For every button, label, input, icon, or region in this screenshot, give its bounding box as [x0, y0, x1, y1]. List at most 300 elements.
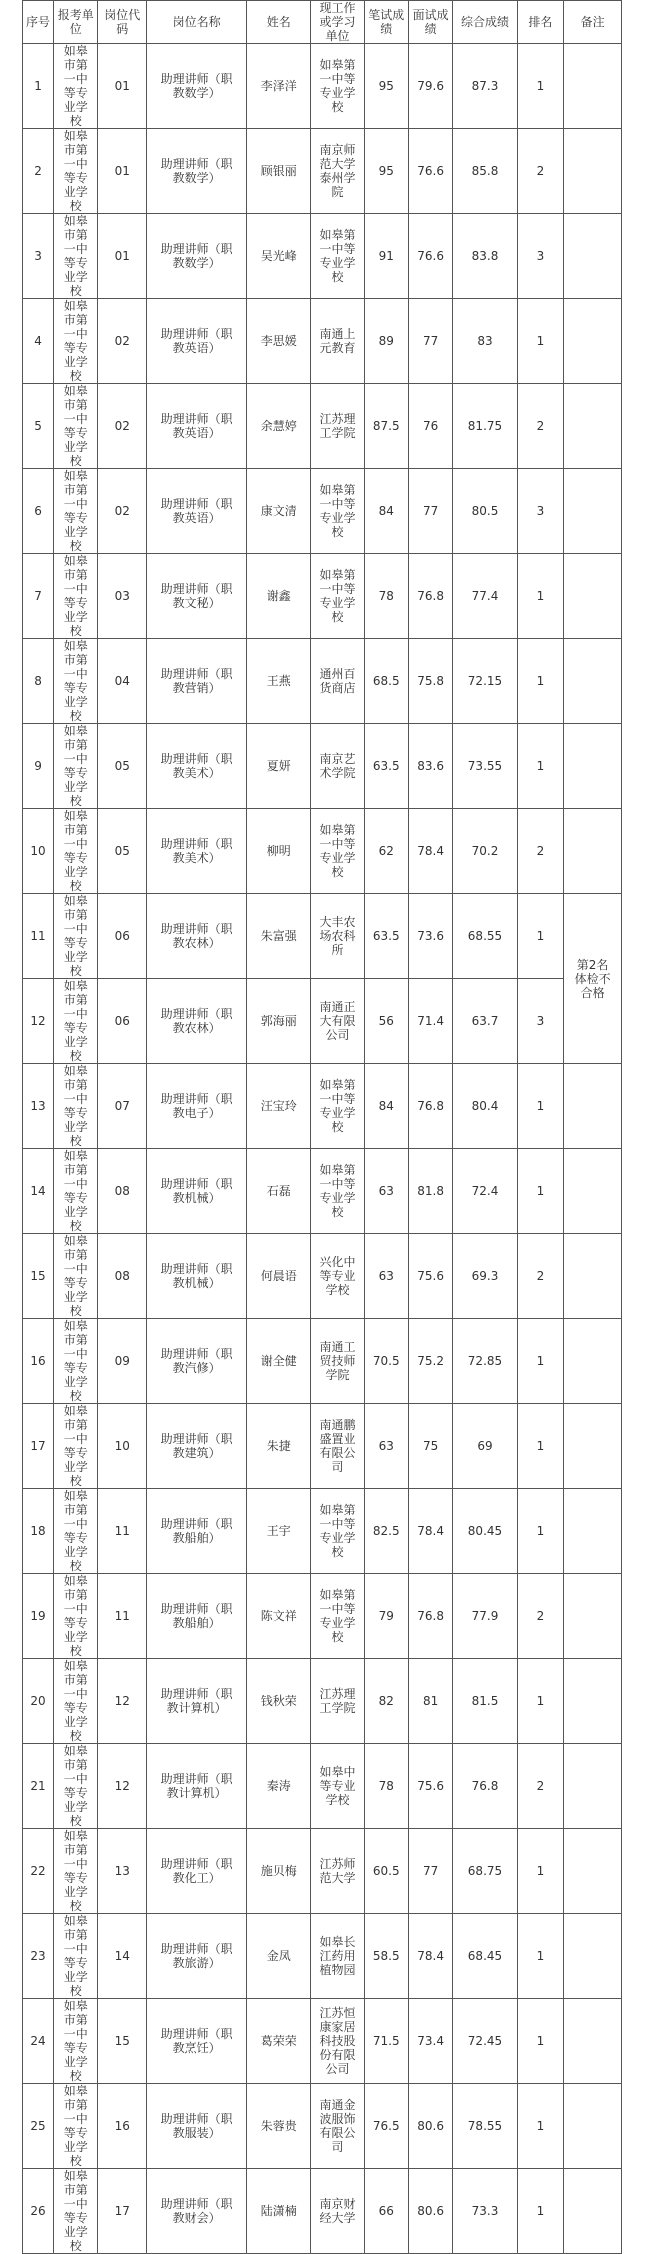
table-row: [23, 1829, 622, 1914]
table-row: [23, 1234, 622, 1319]
cell-seq: 7: [23, 554, 54, 639]
cell-unit: 如皋市第一中等专业学校: [54, 1149, 98, 1234]
cell-post-code: 02: [98, 384, 147, 469]
cell-interview-score: 78.4: [408, 1914, 452, 1999]
cell-post-name: 助理讲师（职教英语）: [147, 469, 247, 554]
cell-post-code: 06: [98, 979, 147, 1064]
cell-name: 夏妍: [247, 724, 311, 809]
cell-note: [564, 1744, 622, 1829]
cell-rank: 1: [517, 2084, 564, 2169]
cell-rank: 2: [517, 1744, 564, 1829]
cell-total-score: 69: [453, 1404, 517, 1489]
cell-unit: 如皋市第一中等专业学校: [54, 894, 98, 979]
cell-workplace: 大丰农场农科所: [311, 894, 364, 979]
cell-post-code: 08: [98, 1234, 147, 1319]
cell-seq: 9: [23, 724, 54, 809]
cell-written-score: 84: [364, 469, 408, 554]
cell-seq: 15: [23, 1234, 54, 1319]
cell-post-code: 06: [98, 894, 147, 979]
cell-total-score: 76.8: [453, 1744, 517, 1829]
cell-seq: 4: [23, 299, 54, 384]
cell-post-name: 助理讲师（职教建筑）: [147, 1404, 247, 1489]
cell-total-score: 70.2: [453, 809, 517, 894]
cell-post-name: 助理讲师（职教数学）: [147, 214, 247, 299]
cell-name: 金凤: [247, 1914, 311, 1999]
cell-rank: 2: [517, 809, 564, 894]
cell-total-score: 68.45: [453, 1914, 517, 1999]
cell-rank: 1: [517, 1064, 564, 1149]
cell-workplace: 南通金波服饰有限公司: [311, 2084, 364, 2169]
cell-name: 施贝梅: [247, 1829, 311, 1914]
cell-post-code: 15: [98, 1999, 147, 2084]
cell-total-score: 72.4: [453, 1149, 517, 1234]
cell-seq: 8: [23, 639, 54, 724]
cell-post-name: 助理讲师（职教机械）: [147, 1234, 247, 1319]
cell-unit: 如皋市第一中等专业学校: [54, 469, 98, 554]
header-interview-score: 面试成绩: [408, 1, 452, 44]
cell-interview-score: 81.8: [408, 1149, 452, 1234]
cell-unit: 如皋市第一中等专业学校: [54, 1404, 98, 1489]
table-row: [23, 979, 622, 1064]
cell-unit: 如皋市第一中等专业学校: [54, 979, 98, 1064]
cell-post-code: 10: [98, 1404, 147, 1489]
cell-post-name: 助理讲师（职教机械）: [147, 1149, 247, 1234]
cell-seq: 10: [23, 809, 54, 894]
cell-rank: 1: [517, 1404, 564, 1489]
cell-workplace: 如皋第一中等专业学校: [311, 1149, 364, 1234]
cell-rank: 3: [517, 214, 564, 299]
cell-name: 陈文祥: [247, 1574, 311, 1659]
cell-unit: 如皋市第一中等专业学校: [54, 1829, 98, 1914]
cell-workplace: 如皋第一中等专业学校: [311, 809, 364, 894]
cell-name: 陆潇楠: [247, 2169, 311, 2254]
cell-workplace: 南通工贸技师学院: [311, 1319, 364, 1404]
cell-rank: 3: [517, 979, 564, 1064]
cell-rank: 1: [517, 1319, 564, 1404]
cell-interview-score: 78.4: [408, 809, 452, 894]
cell-written-score: 84: [364, 1064, 408, 1149]
cell-post-name: 助理讲师（职教英语）: [147, 299, 247, 384]
cell-interview-score: 78.4: [408, 1489, 452, 1574]
cell-workplace: 南京财经大学: [311, 2169, 364, 2254]
cell-interview-score: 79.6: [408, 44, 452, 129]
cell-post-name: 助理讲师（职教农林）: [147, 979, 247, 1064]
cell-unit: 如皋市第一中等专业学校: [54, 1234, 98, 1319]
cell-post-name: 助理讲师（职教计算机）: [147, 1744, 247, 1829]
cell-seq: 3: [23, 214, 54, 299]
cell-rank: 1: [517, 1999, 564, 2084]
cell-interview-score: 73.4: [408, 1999, 452, 2084]
cell-rank: 1: [517, 1829, 564, 1914]
table-row: [23, 1404, 622, 1489]
cell-post-name: 助理讲师（职教美术）: [147, 809, 247, 894]
cell-interview-score: 77: [408, 299, 452, 384]
cell-workplace: 江苏师范大学: [311, 1829, 364, 1914]
cell-name: 谢鑫: [247, 554, 311, 639]
cell-total-score: 83.8: [453, 214, 517, 299]
cell-seq: 26: [23, 2169, 54, 2254]
cell-interview-score: 77: [408, 1829, 452, 1914]
cell-unit: 如皋市第一中等专业学校: [54, 214, 98, 299]
cell-unit: 如皋市第一中等专业学校: [54, 299, 98, 384]
cell-post-code: 17: [98, 2169, 147, 2254]
cell-name: 吴光峰: [247, 214, 311, 299]
header-total-score: 综合成绩: [453, 1, 517, 44]
cell-post-code: 01: [98, 214, 147, 299]
cell-interview-score: 75.6: [408, 1744, 452, 1829]
table-row: [23, 894, 622, 979]
cell-written-score: 58.5: [364, 1914, 408, 1999]
table-row: [23, 214, 622, 299]
cell-post-name: 助理讲师（职教旅游）: [147, 1914, 247, 1999]
cell-workplace: 江苏恒康家居科技股份有限公司: [311, 1999, 364, 2084]
table-row: [23, 724, 622, 809]
table-row: [23, 1064, 622, 1149]
cell-post-code: 02: [98, 469, 147, 554]
cell-post-code: 13: [98, 1829, 147, 1914]
cell-seq: 16: [23, 1319, 54, 1404]
table-row: [23, 1319, 622, 1404]
cell-workplace: 兴化中等专业学校: [311, 1234, 364, 1319]
cell-note: [564, 1659, 622, 1744]
cell-unit: 如皋市第一中等专业学校: [54, 1319, 98, 1404]
cell-seq: 13: [23, 1064, 54, 1149]
cell-total-score: 78.55: [453, 2084, 517, 2169]
cell-written-score: 87.5: [364, 384, 408, 469]
cell-total-score: 81.75: [453, 384, 517, 469]
cell-post-code: 05: [98, 809, 147, 894]
cell-interview-score: 76.8: [408, 1064, 452, 1149]
cell-note: [564, 1064, 622, 1149]
cell-unit: 如皋市第一中等专业学校: [54, 639, 98, 724]
cell-interview-score: 71.4: [408, 979, 452, 1064]
cell-interview-score: 76.6: [408, 129, 452, 214]
cell-post-name: 助理讲师（职教化工）: [147, 1829, 247, 1914]
cell-post-code: 11: [98, 1489, 147, 1574]
cell-post-name: 助理讲师（职教汽修）: [147, 1319, 247, 1404]
cell-total-score: 72.45: [453, 1999, 517, 2084]
header-post-code: 岗位代码: [98, 1, 147, 44]
header-name: 姓名: [247, 1, 311, 44]
cell-written-score: 63: [364, 1149, 408, 1234]
cell-unit: 如皋市第一中等专业学校: [54, 1744, 98, 1829]
cell-total-score: 85.8: [453, 129, 517, 214]
header-post-name: 岗位名称: [147, 1, 247, 44]
cell-post-name: 助理讲师（职教营销）: [147, 639, 247, 724]
cell-rank: 1: [517, 724, 564, 809]
cell-unit: 如皋市第一中等专业学校: [54, 2169, 98, 2254]
cell-rank: 2: [517, 1574, 564, 1659]
cell-post-name: 助理讲师（职教数学）: [147, 129, 247, 214]
cell-rank: 1: [517, 554, 564, 639]
cell-interview-score: 73.6: [408, 894, 452, 979]
cell-total-score: 80.5: [453, 469, 517, 554]
cell-name: 葛荣荣: [247, 1999, 311, 2084]
cell-note: [564, 1319, 622, 1404]
cell-interview-score: 75.8: [408, 639, 452, 724]
cell-post-name: 助理讲师（职教数学）: [147, 44, 247, 129]
cell-note: [564, 2084, 622, 2169]
cell-unit: 如皋市第一中等专业学校: [54, 1489, 98, 1574]
cell-post-code: 03: [98, 554, 147, 639]
cell-workplace: 如皋长江药用植物园: [311, 1914, 364, 1999]
cell-name: 谢全健: [247, 1319, 311, 1404]
cell-unit: 如皋市第一中等专业学校: [54, 554, 98, 639]
cell-total-score: 73.55: [453, 724, 517, 809]
cell-post-code: 14: [98, 1914, 147, 1999]
table-row: [23, 554, 622, 639]
cell-rank: 1: [517, 894, 564, 979]
cell-post-code: 11: [98, 1574, 147, 1659]
cell-note-merged: 第2名体检不合格: [564, 894, 622, 1064]
cell-written-score: 71.5: [364, 1999, 408, 2084]
cell-rank: 1: [517, 299, 564, 384]
cell-rank: 3: [517, 469, 564, 554]
cell-post-name: 助理讲师（职教电子）: [147, 1064, 247, 1149]
cell-interview-score: 76.8: [408, 554, 452, 639]
cell-note: [564, 214, 622, 299]
table-row: [23, 469, 622, 554]
cell-written-score: 66: [364, 2169, 408, 2254]
cell-total-score: 72.15: [453, 639, 517, 724]
cell-written-score: 70.5: [364, 1319, 408, 1404]
table-row: [23, 1744, 622, 1829]
cell-interview-score: 83.6: [408, 724, 452, 809]
cell-interview-score: 75: [408, 1404, 452, 1489]
cell-unit: 如皋市第一中等专业学校: [54, 1914, 98, 1999]
header-note: 备注: [564, 1, 622, 44]
header-seq: 序号: [23, 1, 54, 44]
table-row: [23, 809, 622, 894]
cell-name: 顾银丽: [247, 129, 311, 214]
cell-post-code: 12: [98, 1659, 147, 1744]
cell-unit: 如皋市第一中等专业学校: [54, 2084, 98, 2169]
score-table: [22, 0, 622, 2254]
cell-written-score: 91: [364, 214, 408, 299]
cell-name: 王燕: [247, 639, 311, 724]
cell-name: 石磊: [247, 1149, 311, 1234]
cell-interview-score: 77: [408, 469, 452, 554]
cell-workplace: 通州百货商店: [311, 639, 364, 724]
cell-post-name: 助理讲师（职教财会）: [147, 2169, 247, 2254]
cell-post-code: 07: [98, 1064, 147, 1149]
cell-workplace: 如皋第一中等专业学校: [311, 1574, 364, 1659]
table-row: [23, 1489, 622, 1574]
cell-post-name: 助理讲师（职教文秘）: [147, 554, 247, 639]
table-row: [23, 1999, 622, 2084]
cell-note: [564, 1234, 622, 1319]
cell-rank: 2: [517, 129, 564, 214]
cell-written-score: 62: [364, 809, 408, 894]
table-row: [23, 1149, 622, 1234]
cell-post-name: 助理讲师（职教船舶）: [147, 1574, 247, 1659]
cell-note: [564, 1404, 622, 1489]
cell-total-score: 77.4: [453, 554, 517, 639]
cell-written-score: 95: [364, 129, 408, 214]
cell-post-code: 01: [98, 129, 147, 214]
cell-seq: 17: [23, 1404, 54, 1489]
cell-written-score: 63: [364, 1234, 408, 1319]
cell-note: [564, 129, 622, 214]
cell-written-score: 82.5: [364, 1489, 408, 1574]
cell-workplace: 如皋第一中等专业学校: [311, 554, 364, 639]
cell-post-code: 04: [98, 639, 147, 724]
cell-total-score: 69.3: [453, 1234, 517, 1319]
cell-written-score: 76.5: [364, 2084, 408, 2169]
cell-written-score: 63: [364, 1404, 408, 1489]
cell-name: 郭海丽: [247, 979, 311, 1064]
cell-note: [564, 1149, 622, 1234]
cell-post-name: 助理讲师（职教美术）: [147, 724, 247, 809]
header-written-score: 笔试成绩: [364, 1, 408, 44]
cell-post-code: 12: [98, 1744, 147, 1829]
cell-rank: 1: [517, 44, 564, 129]
cell-post-name: 助理讲师（职教服装）: [147, 2084, 247, 2169]
cell-note: [564, 44, 622, 129]
cell-workplace: 如皋第一中等专业学校: [311, 469, 364, 554]
cell-written-score: 82: [364, 1659, 408, 1744]
cell-written-score: 56: [364, 979, 408, 1064]
cell-note: [564, 1489, 622, 1574]
cell-seq: 6: [23, 469, 54, 554]
cell-note: [564, 299, 622, 384]
cell-written-score: 95: [364, 44, 408, 129]
cell-workplace: 如皋第一中等专业学校: [311, 214, 364, 299]
cell-interview-score: 80.6: [408, 2169, 452, 2254]
cell-seq: 24: [23, 1999, 54, 2084]
cell-rank: 2: [517, 384, 564, 469]
cell-interview-score: 80.6: [408, 2084, 452, 2169]
cell-workplace: 南京艺术学院: [311, 724, 364, 809]
table-row: [23, 639, 622, 724]
cell-name: 朱蓉贵: [247, 2084, 311, 2169]
cell-unit: 如皋市第一中等专业学校: [54, 1574, 98, 1659]
cell-seq: 19: [23, 1574, 54, 1659]
cell-post-code: 16: [98, 2084, 147, 2169]
cell-workplace: 南通上元教育: [311, 299, 364, 384]
cell-post-name: 助理讲师（职教船舶）: [147, 1489, 247, 1574]
cell-workplace: 如皋第一中等专业学校: [311, 1489, 364, 1574]
cell-note: [564, 2169, 622, 2254]
cell-name: 康文清: [247, 469, 311, 554]
cell-workplace: 如皋第一中等专业学校: [311, 1064, 364, 1149]
cell-interview-score: 75.2: [408, 1319, 452, 1404]
cell-seq: 11: [23, 894, 54, 979]
cell-name: 李思媛: [247, 299, 311, 384]
cell-name: 王宇: [247, 1489, 311, 1574]
cell-interview-score: 76: [408, 384, 452, 469]
cell-note: [564, 384, 622, 469]
cell-seq: 2: [23, 129, 54, 214]
cell-written-score: 89: [364, 299, 408, 384]
cell-rank: 1: [517, 1149, 564, 1234]
header-row: [23, 1, 622, 44]
cell-written-score: 63.5: [364, 894, 408, 979]
cell-unit: 如皋市第一中等专业学校: [54, 1659, 98, 1744]
cell-unit: 如皋市第一中等专业学校: [54, 44, 98, 129]
cell-seq: 1: [23, 44, 54, 129]
table-row: [23, 1914, 622, 1999]
cell-name: 余慧婷: [247, 384, 311, 469]
cell-unit: 如皋市第一中等专业学校: [54, 129, 98, 214]
cell-note: [564, 1829, 622, 1914]
cell-name: 朱富强: [247, 894, 311, 979]
cell-name: 朱捷: [247, 1404, 311, 1489]
cell-workplace: 江苏理工学院: [311, 384, 364, 469]
score-table-container: [22, 0, 622, 2254]
cell-seq: 18: [23, 1489, 54, 1574]
cell-unit: 如皋市第一中等专业学校: [54, 809, 98, 894]
cell-note: [564, 554, 622, 639]
cell-written-score: 63.5: [364, 724, 408, 809]
cell-note: [564, 1574, 622, 1659]
cell-written-score: 60.5: [364, 1829, 408, 1914]
cell-interview-score: 81: [408, 1659, 452, 1744]
cell-total-score: 77.9: [453, 1574, 517, 1659]
cell-seq: 21: [23, 1744, 54, 1829]
cell-total-score: 80.45: [453, 1489, 517, 1574]
cell-seq: 22: [23, 1829, 54, 1914]
cell-rank: 1: [517, 1914, 564, 1999]
cell-post-code: 02: [98, 299, 147, 384]
table-row: [23, 2169, 622, 2254]
cell-post-name: 助理讲师（职教烹饪）: [147, 1999, 247, 2084]
table-row: [23, 129, 622, 214]
cell-workplace: 如皋第一中等专业学校: [311, 44, 364, 129]
cell-seq: 23: [23, 1914, 54, 1999]
header-workplace: 现工作或学习单位: [311, 1, 364, 44]
cell-rank: 1: [517, 1659, 564, 1744]
cell-interview-score: 75.6: [408, 1234, 452, 1319]
cell-total-score: 68.55: [453, 894, 517, 979]
cell-written-score: 79: [364, 1574, 408, 1659]
cell-name: 钱秋荣: [247, 1659, 311, 1744]
cell-unit: 如皋市第一中等专业学校: [54, 1999, 98, 2084]
cell-workplace: 如皋中等专业学校: [311, 1744, 364, 1829]
cell-name: 汪宝玲: [247, 1064, 311, 1149]
cell-note: [564, 724, 622, 809]
cell-total-score: 87.3: [453, 44, 517, 129]
cell-workplace: 南通鹏盛置业有限公司: [311, 1404, 364, 1489]
cell-written-score: 78: [364, 1744, 408, 1829]
cell-workplace: 南通正大有限公司: [311, 979, 364, 1064]
cell-interview-score: 76.8: [408, 1574, 452, 1659]
cell-interview-score: 76.6: [408, 214, 452, 299]
cell-written-score: 68.5: [364, 639, 408, 724]
cell-unit: 如皋市第一中等专业学校: [54, 724, 98, 809]
cell-name: 柳明: [247, 809, 311, 894]
header-rank: 排名: [517, 1, 564, 44]
table-row: [23, 44, 622, 129]
cell-unit: 如皋市第一中等专业学校: [54, 1064, 98, 1149]
cell-name: 何晨语: [247, 1234, 311, 1319]
cell-total-score: 73.3: [453, 2169, 517, 2254]
cell-total-score: 63.7: [453, 979, 517, 1064]
cell-note: [564, 1999, 622, 2084]
cell-post-code: 08: [98, 1149, 147, 1234]
cell-seq: 14: [23, 1149, 54, 1234]
header-unit: 报考单位: [54, 1, 98, 44]
cell-written-score: 78: [364, 554, 408, 639]
cell-seq: 5: [23, 384, 54, 469]
cell-rank: 1: [517, 639, 564, 724]
cell-unit: 如皋市第一中等专业学校: [54, 384, 98, 469]
cell-note: [564, 469, 622, 554]
cell-post-name: 助理讲师（职教计算机）: [147, 1659, 247, 1744]
cell-seq: 20: [23, 1659, 54, 1744]
cell-name: 秦涛: [247, 1744, 311, 1829]
cell-note: [564, 809, 622, 894]
